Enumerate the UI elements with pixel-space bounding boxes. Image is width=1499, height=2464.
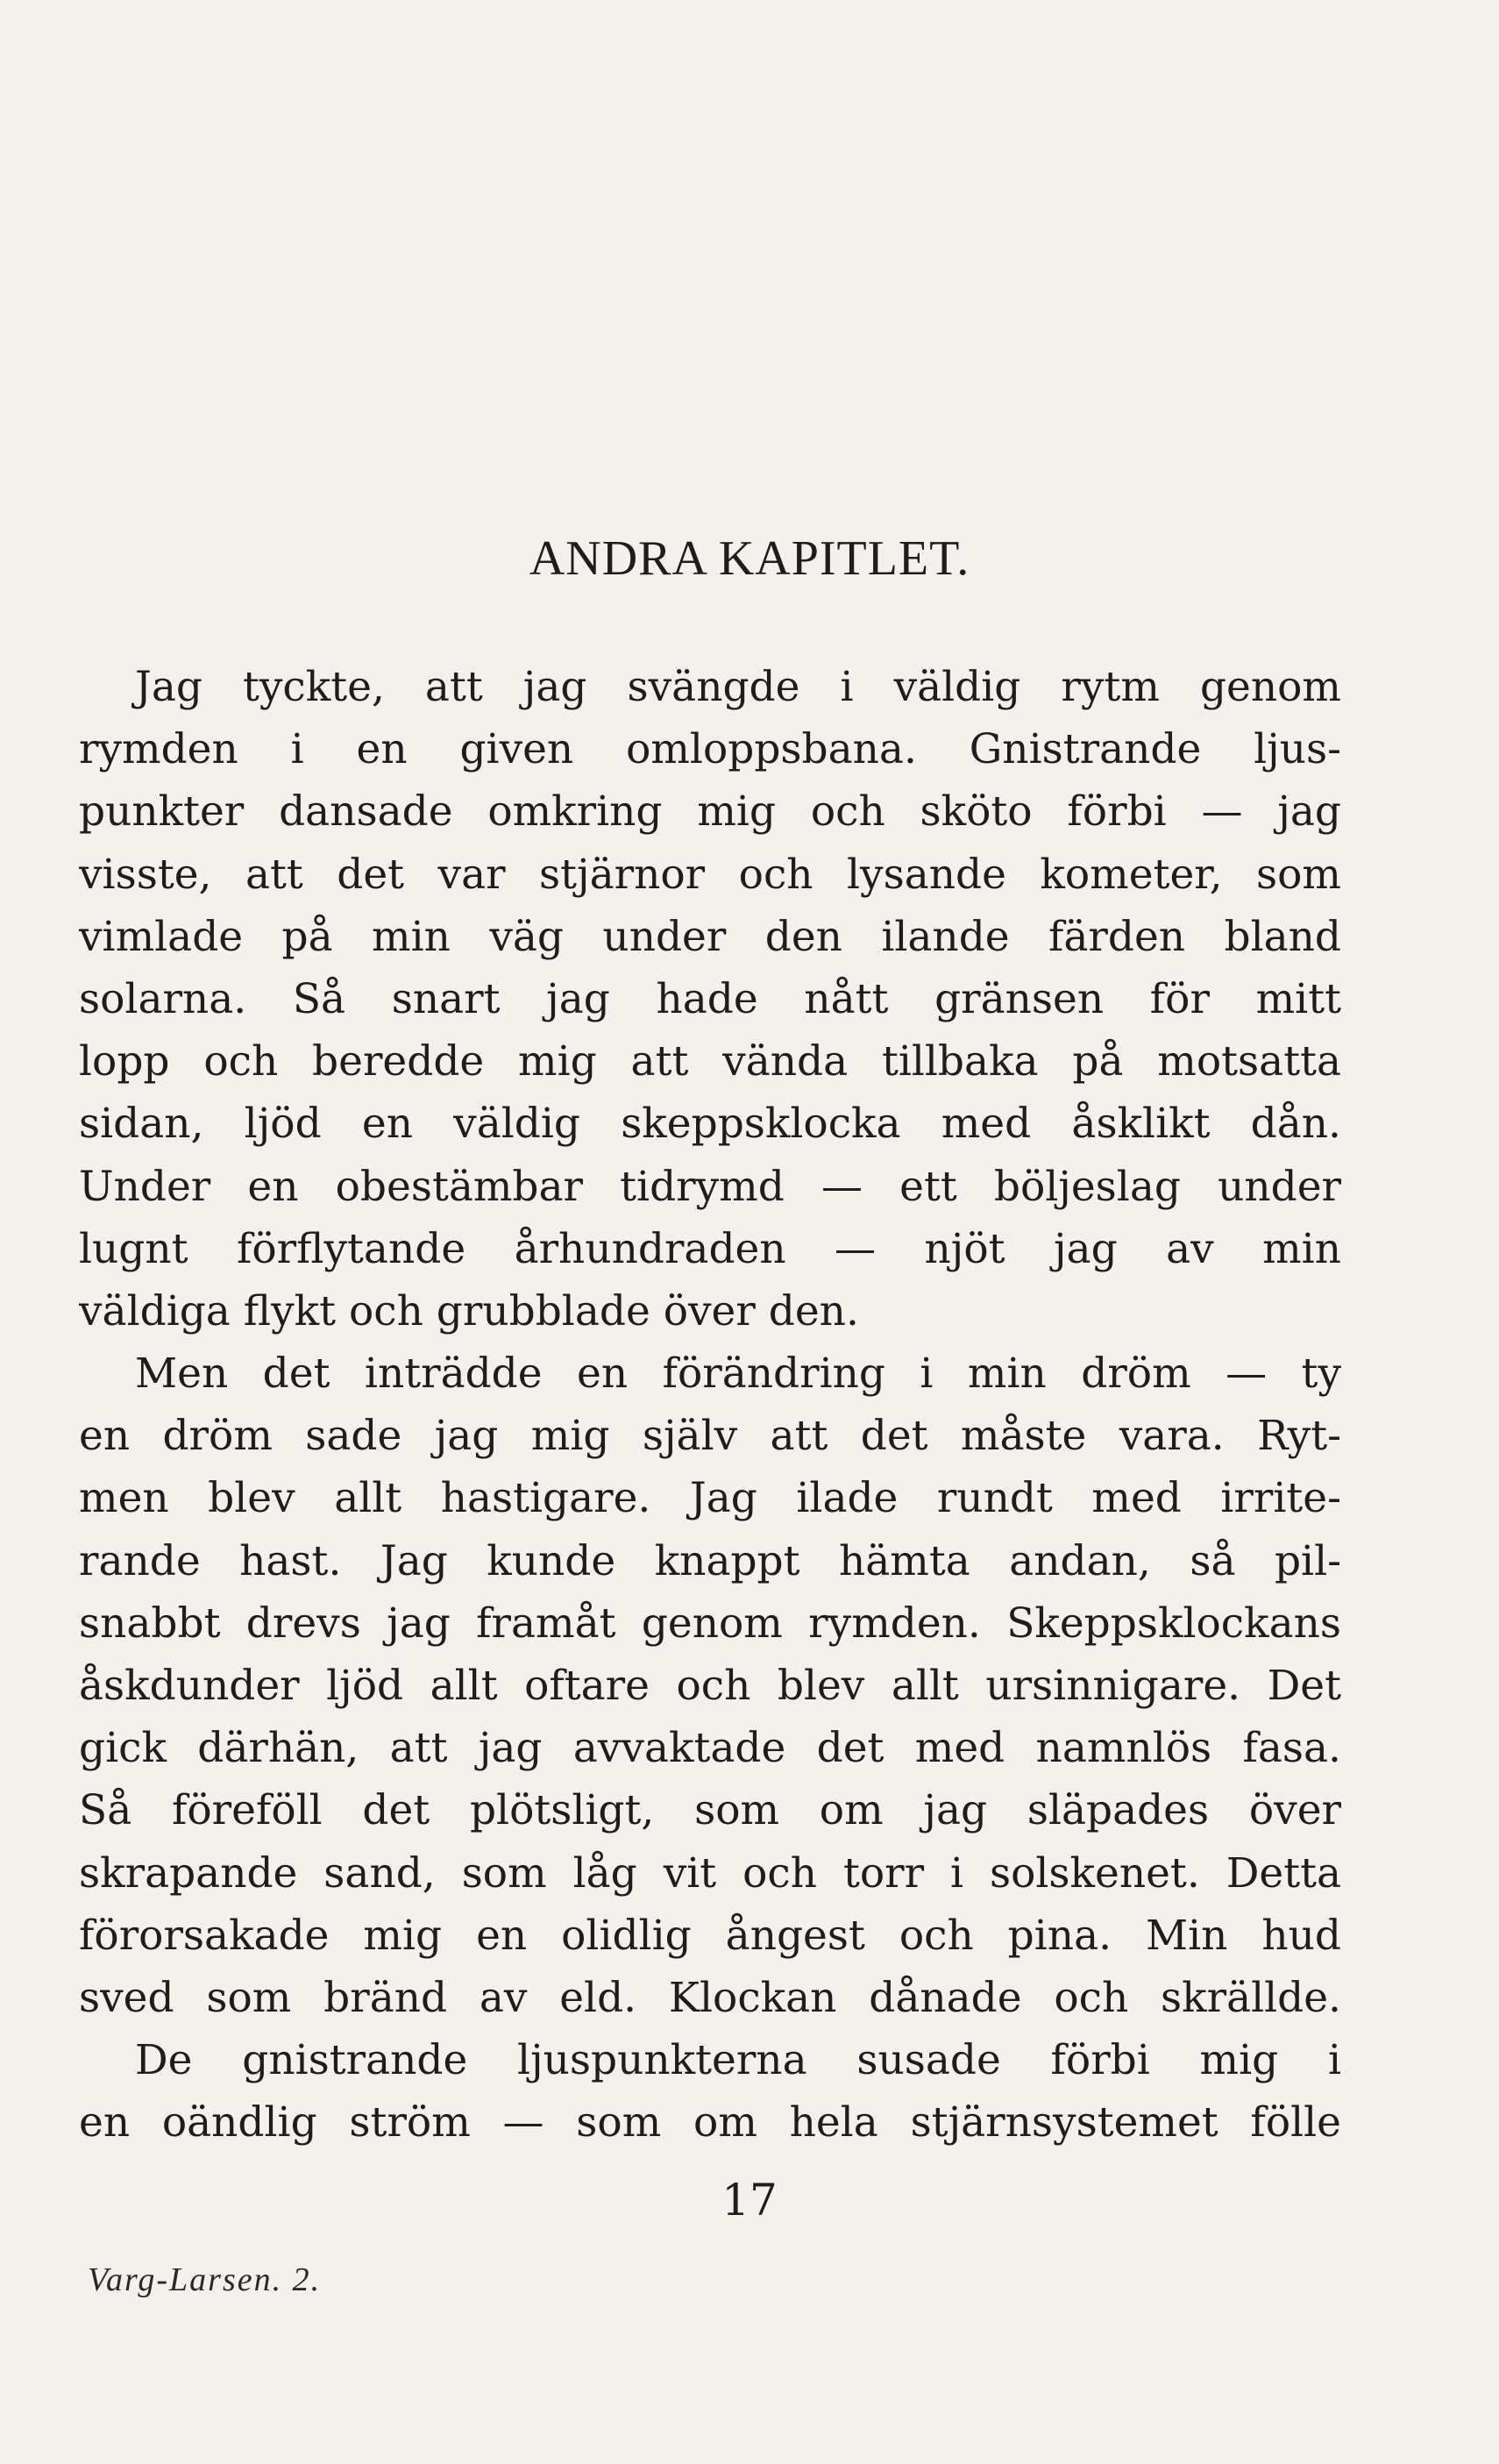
chapter-title: ANDRA KAPITLET. (529, 531, 970, 586)
text-line: åskdunder ljöd allt oftare och blev allt ursinnigare. Det (79, 1662, 1341, 1710)
text-line: rande hast. Jag kunde knappt hämta andan, så pil- (79, 1536, 1341, 1585)
text-line: Men det inträdde en förändring i min dröm — ty (135, 1350, 1341, 1399)
text-line: sidan, ljöd en väldig skeppsklocka med åsklikt dån. (79, 1100, 1341, 1149)
text-line: Jag tyckte, att jag svängde i väldig rytm genom (135, 663, 1341, 711)
text-line: men blev allt hastigare. Jag ilade rundt med irrite- (79, 1474, 1341, 1523)
text-line: en oändlig ström — som om hela stjärnsystemet fölle (79, 2098, 1341, 2147)
text-line: rymden i en given omloppsbana. Gnistrande ljus- (79, 725, 1341, 774)
text-line: De gnistrande ljuspunkterna susade förbi mig i (135, 2036, 1341, 2085)
text-line: Så föreföll det plötsligt, som om jag släpades över (79, 1786, 1341, 1835)
text-line: skrapande sand, som låg vit och torr i solskenet. Detta (79, 1848, 1341, 1898)
text-line: förorsakade mig en olidlig ångest och pina. Min hud (79, 1911, 1341, 1960)
text-line: väldiga flykt och grubblade över den. (79, 1286, 859, 1335)
text-line: gick därhän, att jag avvaktade det med namnlös fasa. (79, 1724, 1341, 1773)
body-text (79, 656, 1341, 2154)
text-line: sved som bränd av eld. Klockan dånade och skrällde. (79, 1973, 1341, 2022)
text-line: Under en obestämbar tidrymd — ett böljeslag under (79, 1162, 1341, 1211)
text-line: lopp och beredde mig att vända tillbaka på motsatta (79, 1037, 1341, 1086)
text-line: punkter dansade omkring mig och sköto förbi — jag (79, 787, 1341, 837)
printer-signature-mark: Varg-Larsen. 2. (88, 2261, 322, 2298)
text-line: en dröm sade jag mig själv att det måste vara. Ryt- (79, 1412, 1341, 1461)
text-line: lugnt förflytande århundraden — njöt jag av min (79, 1224, 1341, 1273)
text-line: snabbt drevs jag framåt genom rymden. Skeppsklockans (79, 1599, 1341, 1648)
text-line: solarna. Så snart jag hade nått gränsen för mitt (79, 974, 1341, 1023)
text-line: vimlade på min väg under den ilande färden bland (79, 912, 1341, 961)
text-line: visste, att det var stjärnor och lysande kometer, som (79, 850, 1341, 899)
page-number: 17 (721, 2175, 778, 2225)
